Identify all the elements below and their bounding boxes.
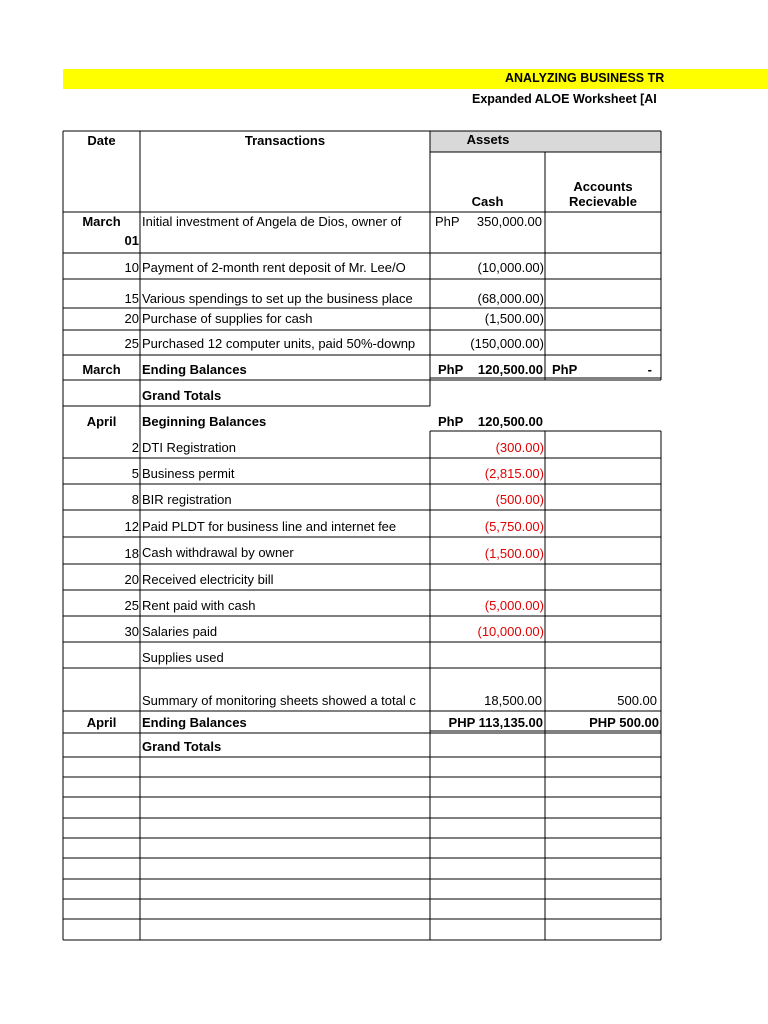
header-assets: Assets (466, 132, 510, 147)
row-date: 30 (124, 624, 139, 639)
row-description: Rent paid with cash (142, 598, 256, 613)
sheet-title: ANALYZING BUSINESS TR (505, 71, 665, 85)
row-date: 15 (124, 291, 139, 306)
row-date: 10 (124, 260, 139, 275)
row-date: 18 (124, 546, 139, 561)
row-description: BIR registration (142, 492, 232, 507)
row-description: Received electricity bill (142, 572, 274, 587)
row-description: Summary of monitoring sheets showed a total c (142, 693, 416, 708)
row-cash: (68,000.00) (477, 291, 544, 306)
row-description: Ending Balances (142, 362, 247, 377)
row-description: Purchased 12 computer units, paid 50%-downp (142, 336, 416, 351)
row-cash: (5,750.00) (484, 519, 544, 534)
row-ar: - (647, 362, 652, 377)
row-cash: (2,815.00) (484, 466, 544, 481)
header-transactions: Transactions (244, 133, 326, 148)
row-date: March (82, 362, 121, 377)
row-date: 25 (124, 336, 139, 351)
row-cash: 18,500.00 (484, 693, 542, 708)
row-description: Cash withdrawal by owner (142, 545, 294, 560)
row-description: Initial investment of Angela de Dios, owner of (142, 214, 402, 229)
row-cash: 120,500.00 (477, 414, 543, 429)
row-date: 8 (131, 492, 139, 507)
row-date-day: 01 (124, 233, 139, 248)
row-description: DTI Registration (142, 440, 236, 455)
row-cash: (1,500.00) (484, 546, 544, 561)
row-ar-prefix: PhP (552, 362, 578, 377)
row-description: Purchase of supplies for cash (142, 311, 313, 326)
row-date: April (86, 715, 117, 730)
row-description: Paid PLDT for business line and internet fee (142, 519, 397, 534)
row-description: Salaries paid (142, 624, 218, 639)
row-ar: PHP 500.00 (589, 715, 659, 730)
row-cash: (5,000.00) (484, 598, 544, 613)
sheet-subtitle: Expanded ALOE Worksheet [AI (472, 92, 657, 106)
header-cash: Cash (471, 194, 504, 209)
row-cash: (1,500.00) (484, 311, 544, 326)
header-ar-line2: Recievable (569, 194, 637, 209)
row-description: Grand Totals (142, 388, 222, 403)
row-description: Payment of 2-month rent deposit of Mr. Lee/O (142, 260, 406, 275)
row-description: Supplies used (142, 650, 224, 665)
row-cash: 350,000.00 (476, 214, 542, 229)
row-date: 2 (131, 440, 139, 455)
row-cash: (500.00) (495, 492, 544, 507)
row-cash-prefix: PhP (435, 214, 460, 229)
row-cash: 120,500.00 (477, 362, 543, 377)
row-cash: (10,000.00) (477, 260, 544, 275)
row-cash: (150,000.00) (470, 336, 544, 351)
row-description: Grand Totals (142, 739, 222, 754)
row-description: Ending Balances (142, 715, 247, 730)
row-description: Beginning Balances (142, 414, 267, 429)
row-cash: PHP 113,135.00 (448, 715, 543, 730)
row-cash-prefix: PhP (438, 414, 464, 429)
row-date: 12 (124, 519, 139, 534)
row-cash: (10,000.00) (477, 624, 544, 639)
row-date: 5 (131, 466, 139, 481)
header-ar-line1: Accounts (573, 179, 633, 194)
row-date: March (82, 214, 121, 229)
row-date: 20 (124, 572, 139, 587)
row-cash: (300.00) (495, 440, 544, 455)
row-date: 25 (124, 598, 139, 613)
row-ar: 500.00 (617, 693, 657, 708)
row-date: 20 (124, 311, 139, 326)
row-description: Various spendings to set up the business place (142, 291, 413, 306)
row-description: Business permit (142, 466, 235, 481)
row-cash-prefix: PhP (438, 362, 464, 377)
header-date: Date (87, 133, 116, 148)
row-date: April (86, 414, 117, 429)
